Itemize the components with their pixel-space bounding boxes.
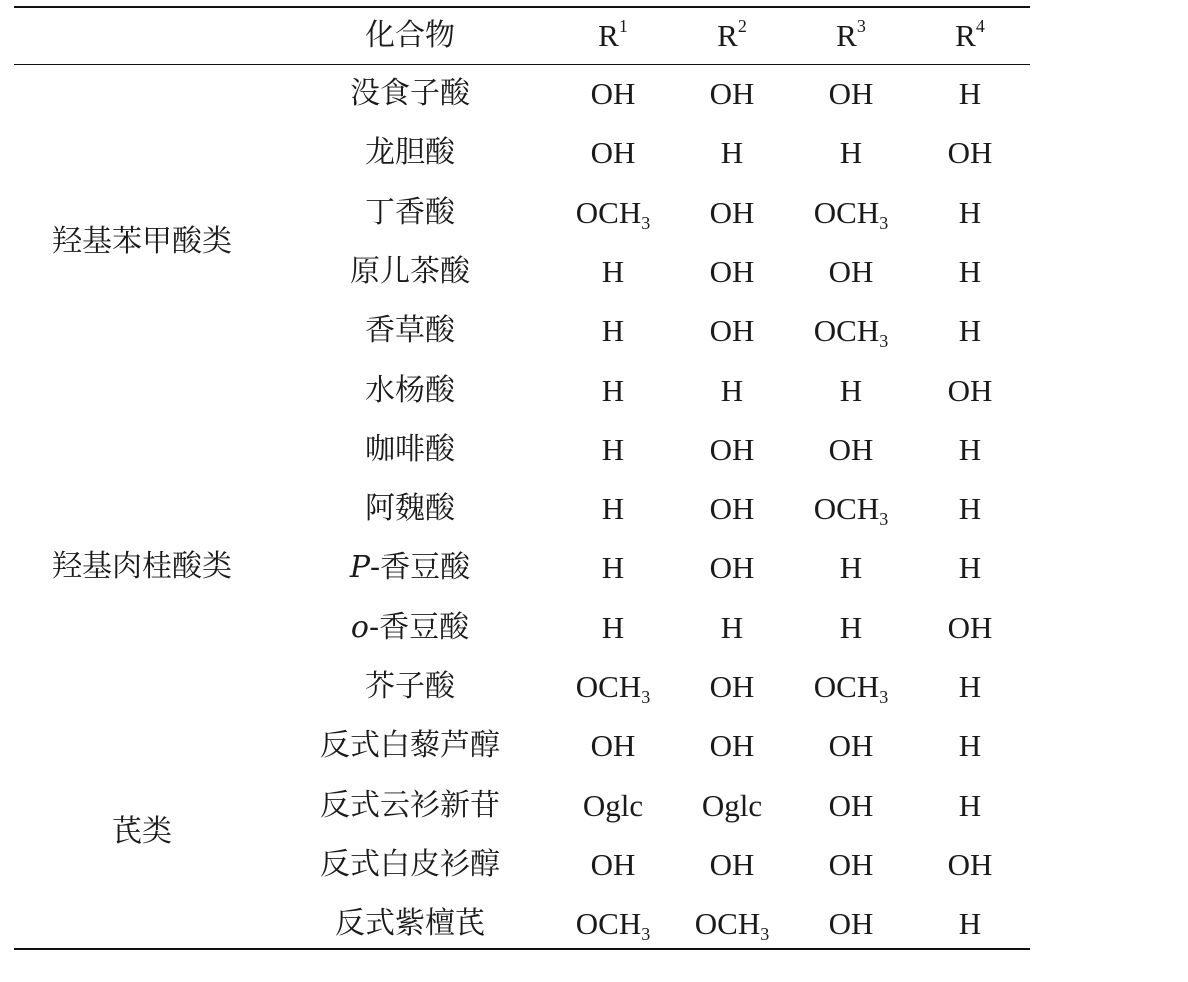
cell-r4: H [958, 550, 982, 586]
compound-name: 反式白藜芦醇 [320, 728, 500, 764]
cell-r1: H [601, 550, 625, 586]
cell-r2: H [720, 609, 744, 645]
cell-r4: H [958, 76, 982, 111]
cell-r3: OH [828, 728, 874, 764]
cell-r2: OH [709, 728, 755, 764]
cell-r3: H [839, 550, 863, 586]
cell-r1: OH [590, 846, 636, 882]
compound-name: 没食子酸 [350, 76, 470, 111]
cell-r4: H [958, 431, 982, 467]
header-r3: $R^3$ [836, 16, 866, 53]
cell-r1: OH [590, 135, 636, 171]
cell-r2: OH [709, 669, 755, 704]
compound-name: 反式云衫新苷 [320, 787, 500, 823]
cell-r1: H [601, 253, 625, 289]
cell-r4: H [958, 194, 982, 230]
cell-r1: OH [590, 76, 636, 111]
cell-r2: OH [709, 194, 755, 230]
cell-r4: H [958, 787, 982, 823]
cell-r3: OH [828, 787, 874, 823]
cell-r1: H [601, 609, 625, 645]
cell-r2: H [720, 135, 744, 171]
cell-r3: H [839, 609, 863, 645]
cell-r2: OH [709, 313, 755, 349]
header-compound: 化合物 [365, 18, 455, 53]
cell-r3: OH [828, 431, 874, 467]
cell-r4: H [958, 313, 982, 349]
compound-prefix: P [349, 550, 371, 586]
cell-r4: H [958, 728, 982, 764]
cell-r1: $OCH_3$ [575, 669, 651, 707]
category-stilbenes: 芪类 [112, 814, 172, 849]
top-rule [14, 6, 1030, 8]
cell-r4: OH [947, 846, 993, 882]
compound-name: 丁香酸 [365, 194, 455, 230]
cell-r2: OH [709, 76, 755, 111]
cell-r4: H [958, 906, 982, 942]
bottom-rule [14, 948, 1030, 950]
compound-name: 香草酸 [365, 313, 455, 349]
cell-r3: OH [828, 906, 874, 942]
cell-r1: Oglc [582, 787, 644, 823]
cell-r2: Oglc [701, 787, 763, 823]
compound-name: 龙胆酸 [365, 135, 455, 171]
compound-name: 原儿茶酸 [350, 253, 470, 289]
cell-r1: OH [590, 728, 636, 764]
category-hydroxycinnamic-acids: 羟基肉桂酸类 [52, 549, 232, 584]
header-rule [14, 64, 1030, 65]
cell-r4: OH [947, 135, 993, 171]
cell-r2: OH [709, 491, 755, 527]
cell-r1: $OCH_3$ [575, 194, 651, 233]
cell-r2: $OCH_3$ [694, 906, 770, 945]
cell-r1: H [601, 372, 625, 408]
cell-r3: $OCH_3$ [813, 491, 889, 530]
cell-r3: OH [828, 253, 874, 289]
compound-name: 反式白皮衫醇 [320, 846, 500, 882]
compound-prefix: o [350, 609, 369, 645]
cell-r3: OH [828, 846, 874, 882]
compound-name: o-香豆酸 [350, 609, 470, 645]
compound-name: 反式紫檀芪 [335, 906, 485, 942]
cell-r3: OH [828, 76, 874, 111]
header-r2: $R^2$ [717, 16, 747, 53]
cell-r3: H [839, 135, 863, 171]
cell-r4: OH [947, 609, 993, 645]
cell-r2: H [720, 372, 744, 408]
category-hydroxybenzoic-acids: 羟基苯甲酸类 [52, 224, 232, 259]
cell-r3: $OCH_3$ [813, 313, 889, 352]
cell-r2: OH [709, 846, 755, 882]
compound-name: 水杨酸 [365, 372, 455, 408]
compound-name: 咖啡酸 [365, 431, 455, 467]
cell-r3: H [839, 372, 863, 408]
header-r1: $R^1$ [598, 16, 628, 53]
cell-r3: $OCH_3$ [813, 669, 889, 707]
cell-r4: H [958, 253, 982, 289]
cell-r2: OH [709, 431, 755, 467]
cell-r1: H [601, 313, 625, 349]
cell-r1: H [601, 431, 625, 467]
header-r4: $R^4$ [955, 16, 985, 53]
cell-r4: H [958, 491, 982, 527]
cell-r1: H [601, 491, 625, 527]
cell-r4: OH [947, 372, 993, 408]
cell-r2: OH [709, 253, 755, 289]
compound-name: 阿魏酸 [365, 491, 455, 527]
cell-r2: OH [709, 550, 755, 586]
cell-r1: $OCH_3$ [575, 906, 651, 945]
compound-name: P-香豆酸 [349, 550, 471, 586]
compound-name: 芥子酸 [365, 669, 455, 704]
cell-r4: H [958, 669, 982, 704]
cell-r3: $OCH_3$ [813, 194, 889, 233]
